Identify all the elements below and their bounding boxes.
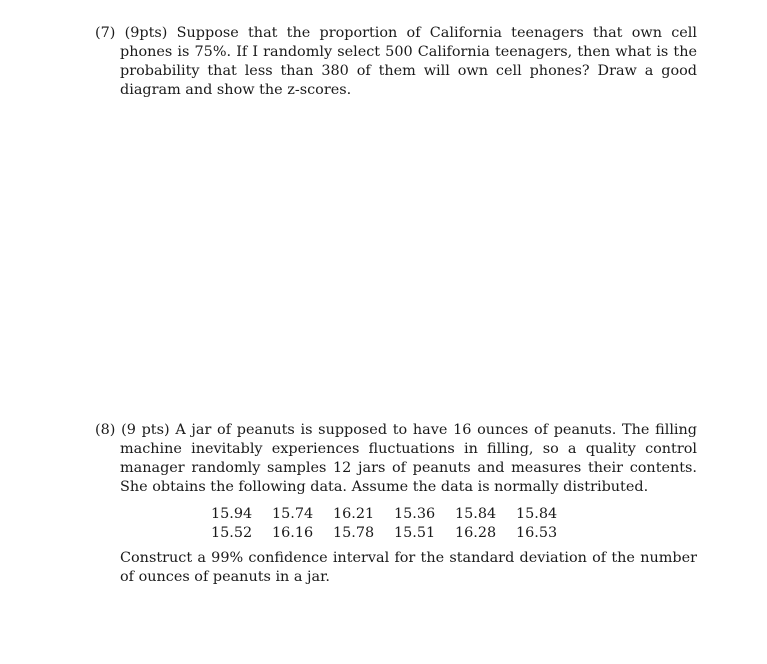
data-row [211,524,577,543]
problem-8-number: (8) [95,422,116,438]
problem-7-points: (9pts) [124,25,168,41]
problem-8-follow-up: Construct a 99% confidence interval for the standard deviation of the number of ounces of peanuts in a jar. [120,550,697,585]
data-cell: 16.16 [272,525,314,541]
data-cell: 15.74 [272,506,314,522]
data-cell: 15.51 [394,525,436,541]
problem-7-text: Suppose that the proportion of California teenagers that own cell phones is 75%. If I randomly select 500 California teenagers, then what is the probability that less than 380 of them will own cell phones? Draw a good diagram and show the z-scores. [120,25,697,98]
data-cell: 16.28 [455,525,497,541]
data-row [211,505,577,524]
data-cell: 15.36 [394,506,436,522]
problem-8-paragraph [95,421,697,497]
problem-7 [95,24,697,100]
data-cell: 16.53 [516,525,558,541]
data-cell: 15.84 [516,506,558,522]
data-cell: 15.94 [211,506,253,522]
problem-7-paragraph [95,24,697,100]
data-cell: 15.84 [455,506,497,522]
problem-8-points: (9 pts) [121,422,170,438]
data-cell: 16.21 [333,506,375,522]
peanut-data-table [211,505,577,543]
data-cell: 15.78 [333,525,375,541]
problem-8-text: A jar of peanuts is supposed to have 16 ounces of peanuts. The filling machine inevitably experiences fluctuations in filling, so a quality control manager randomly samples 12 jars of peanuts and measures their contents. She obtains the following data. Assume the data is normally distributed. [120,422,697,495]
data-cell: 15.52 [211,525,253,541]
problem-8 [95,421,697,587]
problem-7-number: (7) [95,25,116,41]
